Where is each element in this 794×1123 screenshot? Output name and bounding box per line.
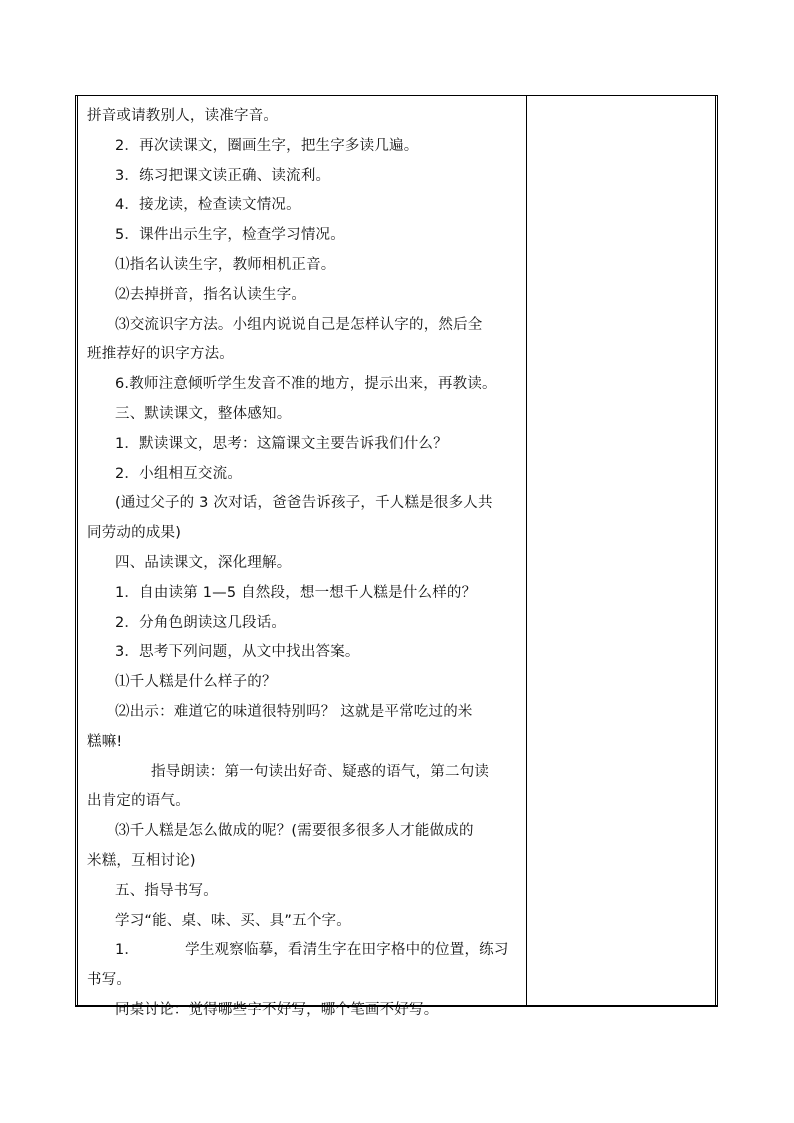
text-line: ⑶千人糕是怎么做成的呢？(需要很多很多人才能做成的 — [115, 823, 474, 840]
text-line: 拼音或请教别人，读准字音。 — [87, 108, 279, 124]
text-line: ⑴指名认读生字，教师相机正音。 — [115, 256, 336, 273]
text-line: 出肯定的语气。 — [87, 793, 190, 810]
step-number: 1． — [115, 942, 140, 959]
text-line: 同劳动的成果) — [87, 525, 182, 542]
text-line: 糕嘛! — [87, 733, 123, 750]
text-line: ⑴千人糕是什么样子的？ — [115, 674, 277, 691]
text-line: ⑵去掉拼音，指名认读生字。 — [115, 286, 307, 303]
text-line: 五、指导书写。 — [115, 882, 218, 899]
text-line: 学习“能、桌、味、买、具”五个字。 — [115, 912, 351, 929]
text-line — [87, 936, 527, 966]
text-line: ⑵出示：难道它的味道很特别吗？ 这就是平常吃过的米 — [115, 703, 473, 720]
text-line: 2．再次读课文，圈画生字，把生字多读几遍。 — [115, 137, 419, 154]
text-line: (通过父子的 3 次对话，爸爸告诉孩子，千人糕是很多人共 — [115, 495, 493, 512]
text-line: 四、品读课文，深化理解。 — [115, 554, 292, 571]
text-line: 指导朗读：第一句读出好奇、疑惑的语气，第二句读 — [151, 763, 490, 780]
text-line: 3．思考下列问题，从文中找出答案。 — [115, 644, 360, 661]
text-line: 3．练习把课文读正确、读流利。 — [115, 167, 331, 184]
text-line: 5．课件出示生字，检查学习情况。 — [115, 227, 345, 244]
teaching-process-cell — [75, 95, 527, 1018]
text-line: 三、默读课文，整体感知。 — [115, 405, 292, 422]
text-line: 班推荐好的识字方法。 — [87, 346, 234, 363]
notes-cell — [526, 95, 718, 1007]
text-line: 2．分角色朗读这几段话。 — [115, 614, 287, 631]
step-text: 学生观察临摹，看清生字在田字格中的位置，练习 — [185, 942, 509, 959]
text-line: 1．默读课文，思考：这篇课文主要告诉我们什么？ — [115, 435, 448, 452]
table-bottom-border — [75, 1005, 718, 1007]
teaching-process-text — [87, 102, 527, 1026]
text-line: ⑶交流识字方法。小组内说说自己是怎样认字的，然后全 — [115, 316, 483, 333]
lesson-plan-table — [75, 95, 718, 1018]
text-line: 4．接龙读，检查读文情况。 — [115, 197, 301, 214]
text-line: 2．小组相互交流。 — [115, 465, 243, 482]
text-line: 1．自由读第 1—5 自然段，想一想千人糕是什么样的？ — [115, 584, 477, 601]
text-line: 同桌讨论：觉得哪些字不好写，哪个笔画不好写。 — [115, 1001, 439, 1018]
text-line: 书写。 — [87, 972, 132, 989]
text-line: 6.教师注意倾听学生发音不准的地方，提示出来，再教读。 — [115, 376, 497, 393]
text-line: 米糕，互相讨论) — [87, 852, 196, 869]
